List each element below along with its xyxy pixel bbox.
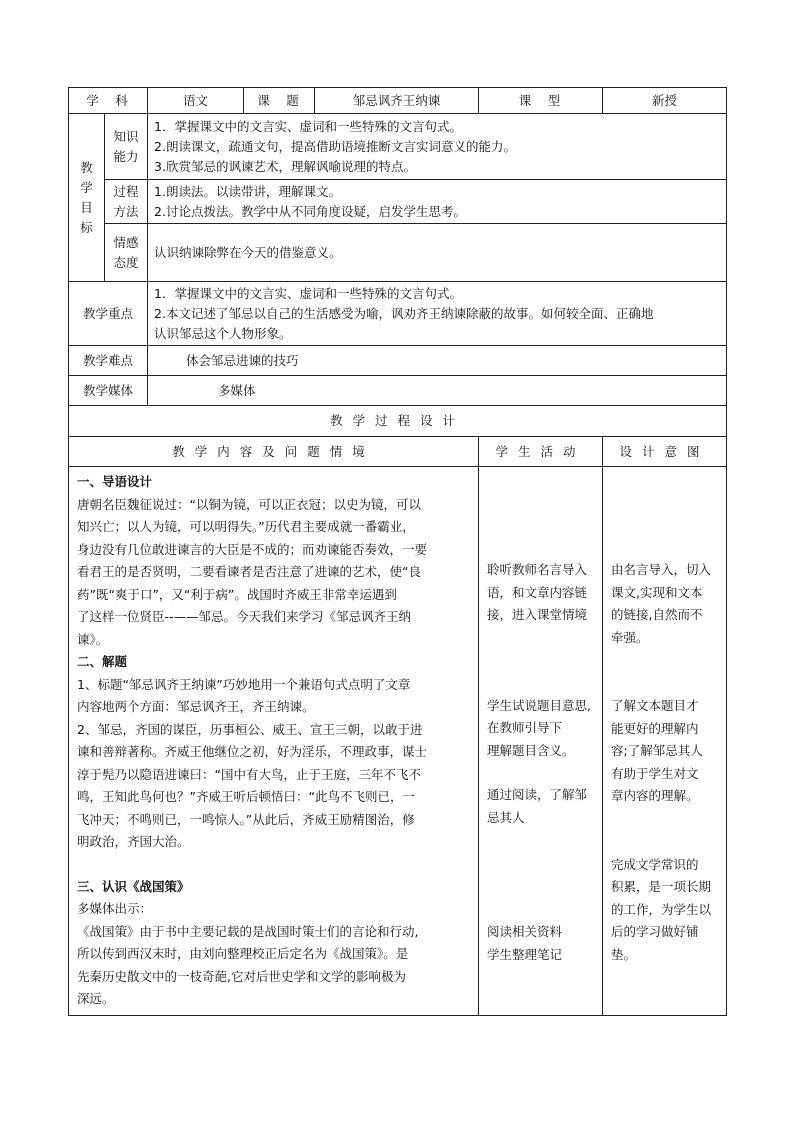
lesson-plan-table (68, 87, 727, 1016)
key-points-label: 教学重点 (69, 282, 148, 346)
content-line: 谏和善辩著称。齐威王他继位之初，好为淫乐，不理政事，谋士 (77, 744, 428, 759)
process-title-row (69, 406, 727, 437)
objectives-char-1: 教 (80, 159, 93, 175)
content-line: 先秦历史散文中的一枝奇葩,它对后世史学和文学的影响极为 (77, 968, 406, 984)
design-intent (603, 467, 727, 1016)
intent-line: 垫。 (611, 946, 637, 962)
content-line: 淳于髡乃以隐语进谏曰：“国中有大鸟，止于王庭，三年不飞不 (77, 766, 421, 782)
subject-value: 语文 (148, 88, 244, 114)
content-line: 深远。 (77, 991, 115, 1006)
type-value: 新授 (603, 88, 727, 114)
intent-line: 了解文本题目才 (611, 698, 699, 713)
topic-label: 课 题 (244, 88, 315, 114)
content-line: 看君王的是否贤明，二要看谏者是否注意了进谏的艺术，使“良 (77, 564, 421, 579)
intent-line: 牵强。 (611, 629, 649, 645)
column-header-row (69, 437, 727, 467)
student-line: 理解题目含义。 (487, 742, 575, 758)
content-line: 2、邹忌，齐国的谋臣，历事桓公、威王、宣王三朝，以敢于进 (77, 721, 423, 737)
content-line: 了这样一位贤臣--——邹忌。今天我们来学习《邹忌讽齐王纳 (77, 609, 412, 624)
key-point-line: 2.本文记述了邹忌以自己的生活感受为喻，讽劝齐王纳谏除蔽的故事。如何较全面、正确地 (154, 305, 654, 321)
section-intro-title: 一、导语设计 (77, 474, 153, 489)
student-line: 阅读相关资料 (487, 924, 563, 939)
key-point-line: 1．掌握课文中的文言实、虚词和一些特殊的文言句式。 (154, 285, 462, 301)
key-points-row (69, 282, 727, 346)
student-line: 语，和文章内容链 (487, 584, 588, 600)
knowledge-label-line1: 知识 (113, 128, 139, 144)
content-line: 身边没有几位敢进谏言的大臣是不成的；而劝谏能否奏效，一要 (77, 541, 428, 557)
column-content-header: 教学内容及问题情境 (69, 437, 479, 467)
column-student-header: 学生活动 (479, 437, 603, 467)
objectives-char-4: 标 (80, 219, 93, 235)
process-label-line1: 过程 (113, 183, 139, 199)
intent-line: 容;了解邹忌其人 (611, 743, 703, 758)
student-line: 接，进入课堂情境 (487, 607, 588, 622)
process-body-row (69, 467, 727, 1016)
intent-line: 完成文学常识的 (611, 856, 699, 872)
intent-line: 章内容的理解。 (611, 788, 699, 803)
process-item: 2.讨论点拨法。教学中从不同角度设疑，启发学生思考。 (154, 203, 466, 219)
content-line: 唐朝名臣魏征说过：“以铜为镜，可以正衣冠；以史为镜，可以 (77, 496, 421, 512)
section-title-explain: 二、解题 (77, 654, 128, 669)
student-activities (479, 467, 603, 1016)
process-design-title: 教学过程设计 (69, 406, 727, 437)
media-row (69, 376, 727, 406)
student-line: 在教师引导下 (487, 720, 563, 735)
knowledge-item: 1．掌握课文中的文言实、虚词和一些特殊的文言句式。 (154, 118, 462, 134)
intent-line: 由名言导入，切入 (611, 562, 712, 577)
key-points-items (148, 282, 727, 346)
student-line: 学生试说题目意思, (487, 697, 591, 713)
objective-knowledge-row (69, 114, 727, 180)
intent-line: 有助于学生对文 (611, 765, 699, 781)
knowledge-label-line2: 能力 (113, 148, 139, 164)
student-line: 忌其人 (487, 809, 525, 825)
process-label (105, 180, 148, 224)
intent-line: 积累，是一项长期 (611, 879, 712, 894)
student-line: 聆听教师名言导入 (487, 562, 588, 577)
knowledge-items (148, 114, 727, 180)
content-line: 药”既“爽于口”，又“利于病”。战国时齐威王非常幸运遇到 (77, 586, 397, 602)
objectives-char-3: 目 (80, 199, 93, 215)
knowledge-item: 3.欣赏邹忌的讽谏艺术，理解讽喻说理的特点。 (154, 158, 416, 174)
content-line: 《战国策》由于书中主要记载的是战国时策士们的言论和行动, (77, 923, 419, 939)
header-row (69, 88, 727, 114)
emotion-label-line2: 态度 (113, 254, 139, 270)
intent-line: 的工作，为学生以 (611, 901, 712, 917)
section-zhanguoce-title: 三、认识《战国策》 (77, 878, 190, 894)
type-label: 课 型 (479, 88, 603, 114)
emotion-label-line1: 情感 (113, 234, 139, 250)
content-line: 明政治，齐国大治。 (77, 834, 190, 849)
difficulty-text: 体会邹忌进谏的技巧 (148, 346, 727, 376)
emotion-text: 认识纳谏除弊在今天的借鉴意义。 (148, 224, 727, 282)
difficulty-label: 教学难点 (69, 346, 148, 376)
content-line: 1、标题“邹忌讽齐王纳谏”巧妙地用一个兼语句式点明了文章 (77, 676, 411, 692)
content-line: 飞冲天；不鸣则已，一鸣惊人。”从此后，齐威王励精图治，修 (77, 811, 415, 827)
intent-line: 课文,实现和文本 (611, 584, 703, 600)
media-label: 教学媒体 (69, 376, 148, 406)
intent-line: 后的学习做好铺 (611, 924, 699, 939)
content-line: 知兴亡；以人为镜，可以明得失。”历代君主要成就一番霸业， (77, 519, 415, 534)
objective-emotion-row (69, 224, 727, 282)
media-text: 多媒体 (148, 376, 727, 406)
objective-process-row (69, 180, 727, 224)
difficulty-row (69, 346, 727, 376)
process-item: 1.朗读法。以读带讲，理解课文。 (154, 183, 341, 199)
emotion-label (105, 224, 148, 282)
knowledge-item: 2.朗读课文，疏通文句，提高借助语境推断文言实词意义的能力。 (154, 138, 516, 154)
process-label-line2: 方法 (113, 203, 139, 219)
knowledge-label (105, 114, 148, 180)
content-line: 内容地两个方面：邹忌讽齐王，齐王纳谏。 (77, 699, 315, 714)
content-line: 所以传到西汉末时，由刘向整理校正后定名为《战国策》。是 (77, 946, 409, 961)
objectives-char-2: 学 (80, 179, 93, 195)
content-line: 谏》。 (77, 631, 109, 647)
content-line: 多媒体出示： (77, 901, 153, 916)
subject-label: 学 科 (69, 88, 148, 114)
student-line: 通过阅读，了解邹 (487, 787, 588, 802)
teaching-content (69, 467, 479, 1016)
content-line: 鸣，王知此鸟何也？”齐威王听后顿悟曰：“此鸟不飞则已，一 (77, 789, 415, 804)
process-items (148, 180, 727, 224)
intent-line: 的链接,自然而不 (611, 607, 703, 622)
column-intent-header: 设计意图 (603, 437, 727, 467)
intent-line: 能更好的理解内 (611, 720, 699, 736)
key-point-line: 认识邹忌这个人物形象。 (154, 325, 292, 341)
objectives-label (69, 114, 105, 282)
student-line: 学生整理笔记 (487, 946, 563, 962)
topic-value: 邹忌讽齐王纳谏 (315, 88, 479, 114)
